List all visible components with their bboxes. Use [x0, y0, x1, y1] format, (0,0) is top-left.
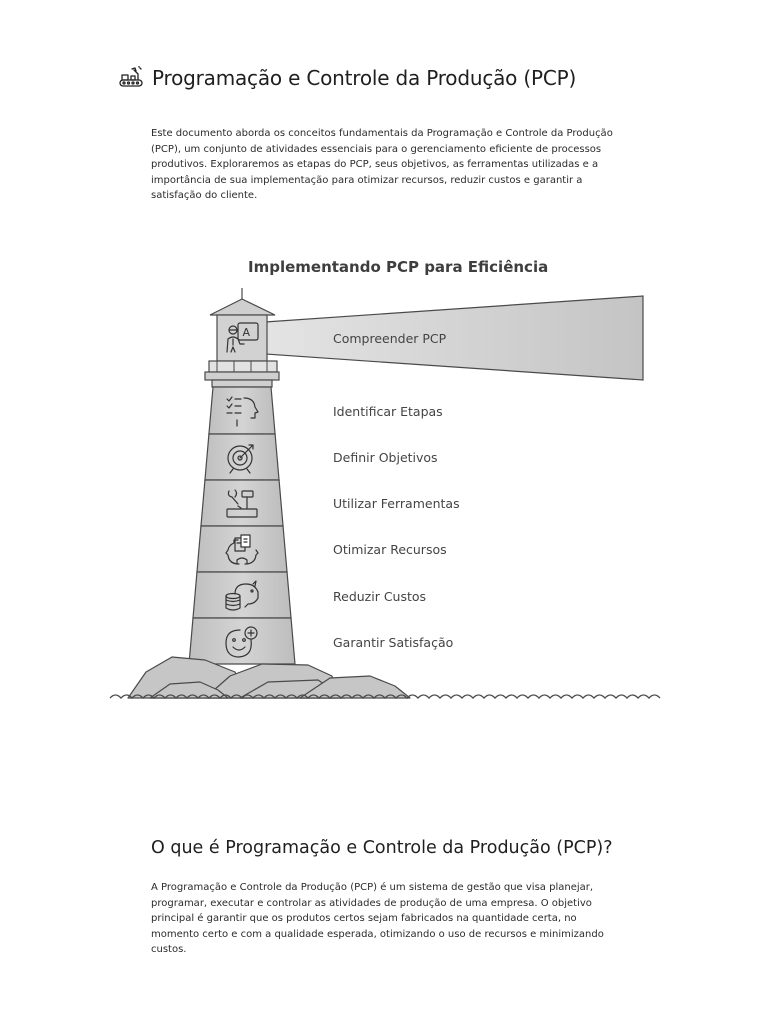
- diagram-title: Implementando PCP para Eficiência: [248, 258, 549, 276]
- step-label: Garantir Satisfação: [333, 635, 454, 650]
- tower-segment: [193, 572, 291, 618]
- tower-segment: [197, 526, 287, 572]
- section-body: A Programação e Controle da Produção (PCP) é um sistema de gestão que visa planejar, programar, executar e controlar as atividades de produção de uma empresa. O objetivo principal é garantir que os produtos certos sejam fabricados na quantidade certa, no momento certo e com a qualidade esperada, otimizando o uso de recursos e minimizando custos.: [151, 882, 604, 956]
- step-label: Definir Objetivos: [333, 450, 438, 465]
- step-label: Reduzir Custos: [333, 589, 427, 604]
- light-beam: [265, 296, 643, 380]
- step-label: Compreender PCP: [333, 331, 447, 346]
- document-title: Programação e Controle da Produção (PCP): [152, 66, 577, 90]
- gallery-deck: [205, 372, 279, 380]
- intro-paragraph: Este documento aborda os conceitos fundamentais da Programação e Controle da Produção (PCP), um conjunto de atividades essenciais para o gerenciamento eficiente de processos produtivos. Exploraremos as etapas do PCP, seus objetivos, as ferramentas utilizadas e a importância de sua implementação para otimizar recursos, reduzir custos e garantir a satisfação do cliente.: [151, 128, 613, 202]
- step-label: Identificar Etapas: [333, 404, 443, 419]
- section-heading: O que é Programação e Controle da Produção (PCP)?: [151, 838, 613, 858]
- tower-segment: [201, 480, 283, 526]
- step-label: Otimizar Recursos: [333, 542, 447, 557]
- gallery-base: [212, 380, 272, 387]
- lighthouse-roof: [210, 299, 275, 315]
- tower-segment: [209, 387, 275, 434]
- svg-text:A: A: [242, 326, 251, 339]
- step-label: Utilizar Ferramentas: [333, 496, 460, 511]
